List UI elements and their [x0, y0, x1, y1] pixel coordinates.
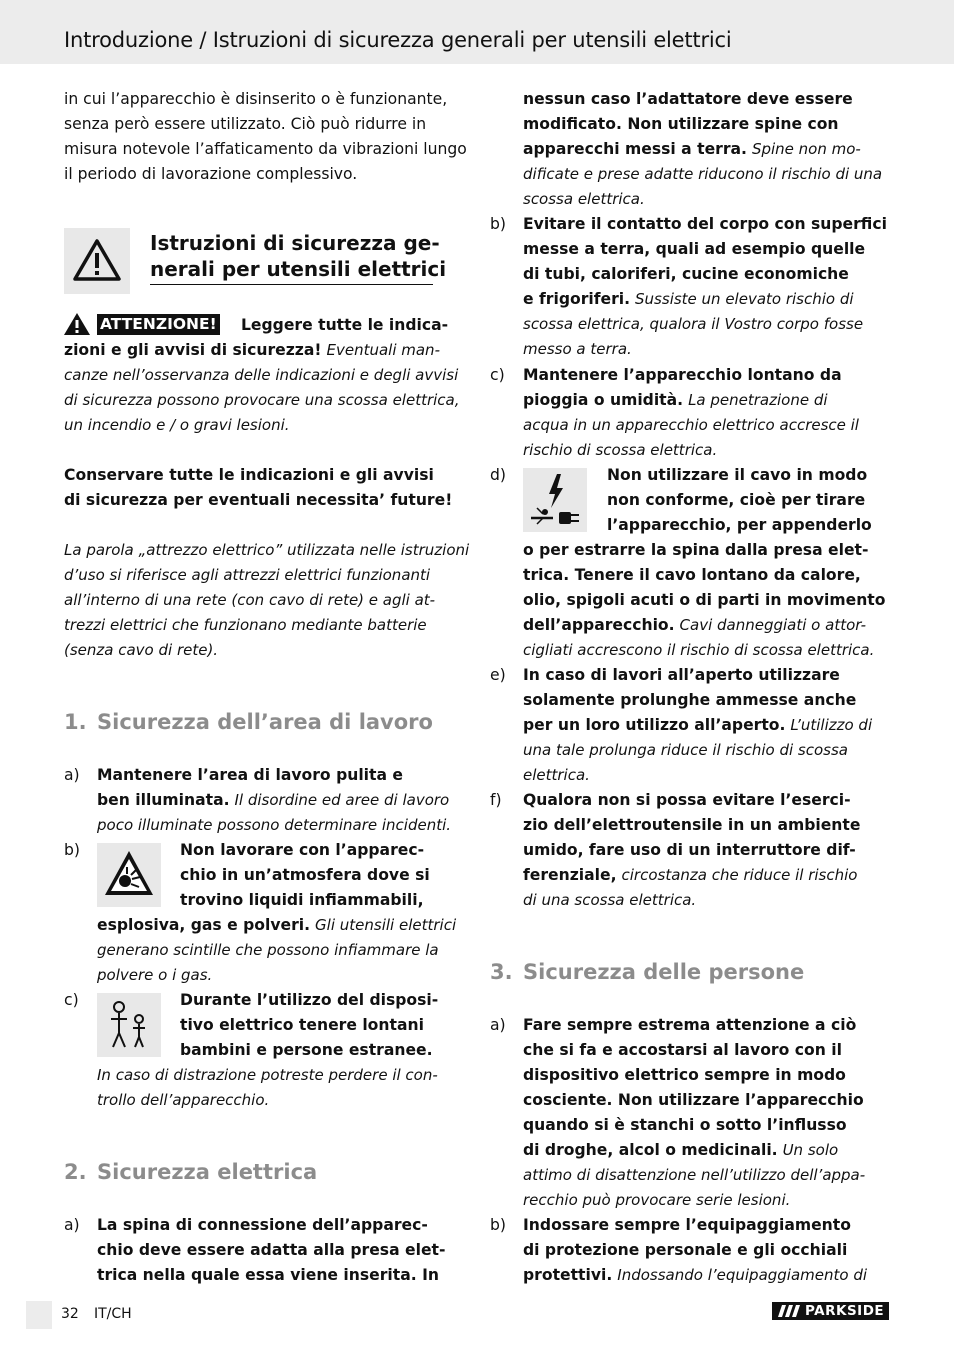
keep-instructions: Conservare tutte le indicazioni e gli avvisi — [64, 466, 434, 484]
section-number: 2. — [64, 1160, 87, 1184]
item-text: Qualora non si possa evitare l’eserci- — [523, 791, 851, 809]
definition-text: d’uso si riferisce agli attrezzi elettrici funzionanti — [64, 566, 431, 584]
intro-line: in cui l’apparecchio è disinserito o è funzionante, — [64, 90, 448, 108]
item-letter: a) — [64, 766, 80, 784]
item-text: di una scossa elettrica. — [523, 891, 697, 909]
item-text: dispositivo elettrico sempre in modo — [523, 1066, 846, 1084]
item-text: esplosiva, gas e polveri. Gli utensili elettrici — [97, 916, 457, 934]
item-text: cosciente. Non utilizzare l’apparecchio — [523, 1091, 864, 1109]
item-text: Evitare il contatto del corpo con superfici — [523, 215, 887, 233]
item-text: poco illuminate possono determinare incidenti. — [97, 816, 452, 834]
item-text: polvere o i gas. — [97, 966, 213, 984]
item-text: olio, spigoli acuti o di parti in movimento — [523, 591, 886, 609]
item-text: trovino liquidi infiammabili, — [180, 891, 424, 909]
definition-text: (senza cavo di rete). — [64, 641, 219, 659]
item-text: nessun caso l’adattatore deve essere — [523, 90, 853, 108]
item-text: una tale prolunga riduce il rischio di scossa — [523, 741, 848, 759]
brand-logo: PARKSIDE — [772, 1302, 889, 1320]
warning-icon-box — [64, 228, 130, 294]
attention-triangle-icon — [64, 313, 90, 335]
item-text: Non utilizzare il cavo in modo — [607, 466, 868, 484]
section-number: 3. — [490, 960, 513, 984]
item-text: Fare sempre estrema attenzione a ciò — [523, 1016, 857, 1034]
item-text: In caso di lavori all’aperto utilizzare — [523, 666, 840, 684]
item-text: di protezione personale e gli occhiali — [523, 1241, 848, 1259]
item-letter: f) — [490, 791, 502, 809]
item-text: di droghe, alcol o medicinali. Un solo — [523, 1141, 839, 1159]
item-text: e frigoriferi. Sussiste un elevato rischio di — [523, 290, 854, 308]
item-letter: b) — [490, 215, 506, 233]
attention-text: Leggere tutte le indica- — [241, 316, 449, 334]
section-heading: Sicurezza dell’area di lavoro — [97, 710, 433, 734]
item-text: Mantenere l’area di lavoro pulita e — [97, 766, 404, 784]
electric-cable-icon — [523, 468, 587, 532]
definition-text: trezzi elettrici che funzionano mediante batterie — [64, 616, 427, 634]
item-text: In caso di distrazione potreste perdere il con- — [97, 1066, 438, 1084]
item-text: apparecchi messi a terra. Spine non mo- — [523, 140, 861, 158]
warning-triangle-icon — [64, 228, 130, 294]
item-letter: e) — [490, 666, 506, 684]
keep-instructions: di sicurezza per eventuali necessita’ future! — [64, 491, 453, 509]
item-letter: b) — [64, 841, 80, 859]
item-text: l’apparecchio, per appenderlo — [607, 516, 872, 534]
item-text: generano scintille che possono infiammare la — [97, 941, 439, 959]
item-text: messe a terra, quali ad esempio quelle — [523, 240, 866, 258]
item-text: che si fa e accostarsi al lavoro con il — [523, 1041, 842, 1059]
item-text: o per estrarre la spina dalla presa elet- — [523, 541, 869, 559]
item-text: attimo di disattenzione nell’utilizzo dell’appa- — [523, 1166, 866, 1184]
item-text: scossa elettrica, qualora il Vostro corpo fosse — [523, 315, 864, 333]
language-code: IT/CH — [94, 1306, 132, 1322]
intro-line: senza però essere utilizzato. Ciò può ridurre in — [64, 115, 427, 133]
attention-text: canze nell’osservanza delle indicazioni e degli avvisi — [64, 366, 459, 384]
title-underline — [150, 284, 433, 285]
item-text: tivo elettrico tenere lontani — [180, 1016, 424, 1034]
item-text: per un loro utilizzo all’aperto. L’utilizzo di — [523, 716, 873, 734]
item-text: di tubi, caloriferi, cucine economiche — [523, 265, 849, 283]
item-text: cigliati accrescono il rischio di scossa elettrica. — [523, 641, 875, 659]
item-text: chio in un’atmosfera dove si — [180, 866, 430, 884]
brand-stripes-icon — [778, 1305, 800, 1317]
item-text: quando si è stanchi o sotto l’influsso — [523, 1116, 847, 1134]
item-text: trica. Tenere il cavo lontano da calore, — [523, 566, 861, 584]
definition-text: all’interno di una rete (con cavo di rete) e agli at- — [64, 591, 436, 609]
item-text: acqua in un apparecchio elettrico accresce il — [523, 416, 859, 434]
item-text: Mantenere l’apparecchio lontano da — [523, 366, 842, 384]
definition-text: La parola „attrezzo elettrico” utilizzata nelle istruzioni — [64, 541, 470, 559]
item-text: messo a terra. — [523, 340, 632, 358]
item-text: Non lavorare con l’apparec- — [180, 841, 425, 859]
item-text: ferenziale, circostanza che riduce il rischio — [523, 866, 858, 884]
attention-badge: ATTENZIONE! — [97, 314, 220, 335]
item-text: modificato. Non utilizzare spine con — [523, 115, 839, 133]
attention-text: di sicurezza possono provocare una scossa elettrica, — [64, 391, 460, 409]
section-number: 1. — [64, 710, 87, 734]
item-text: pioggia o umidità. La penetrazione di — [523, 391, 828, 409]
item-text: umido, fare uso di un interruttore dif- — [523, 841, 856, 859]
page-number: 32 — [61, 1306, 79, 1322]
item-text: ben illuminata. Il disordine ed aree di lavoro — [97, 791, 450, 809]
item-text: Durante l’utilizzo del disposi- — [180, 991, 439, 1009]
section-heading: Sicurezza delle persone — [523, 960, 805, 984]
explosion-hazard-icon — [97, 843, 161, 907]
item-text: protettivi. Indossando l’equipaggiamento di — [523, 1266, 868, 1284]
intro-line: misura notevole l’affaticamento da vibrazioni lungo — [64, 140, 467, 158]
item-text: dificate e prese adatte riducono il rischio di una — [523, 165, 883, 183]
footer-marker — [26, 1301, 52, 1329]
item-text: non conforme, cioè per tirare — [607, 491, 866, 509]
attention-text: un incendio e / o gravi lesioni. — [64, 416, 290, 434]
item-text: chio deve essere adatta alla presa elet- — [97, 1241, 446, 1259]
item-text: bambini e persone estranee. — [180, 1041, 433, 1059]
item-text: recchio può provocare serie lesioni. — [523, 1191, 791, 1209]
page-title: Introduzione / Istruzioni di sicurezza generali per utensili elettrici — [64, 28, 732, 52]
item-text: elettrica. — [523, 766, 590, 784]
intro-line: il periodo di lavorazione complessivo. — [64, 165, 358, 183]
item-letter: a) — [490, 1016, 506, 1034]
item-text: zio dell’elettroutensile in un ambiente — [523, 816, 861, 834]
item-text: trica nella quale essa viene inserita. In — [97, 1266, 439, 1284]
item-text: trollo dell’apparecchio. — [97, 1091, 270, 1109]
item-text: solamente prolunghe ammesse anche — [523, 691, 857, 709]
item-letter: c) — [64, 991, 79, 1009]
item-letter: b) — [490, 1216, 506, 1234]
item-text: scossa elettrica. — [523, 190, 645, 208]
item-text: La spina di connessione dell’apparec- — [97, 1216, 428, 1234]
item-letter: c) — [490, 366, 505, 384]
section-heading: Sicurezza elettrica — [97, 1160, 318, 1184]
section-box-title: Istruzioni di sicurezza ge- nerali per utensili elettrici — [150, 231, 447, 281]
keep-children-away-icon — [97, 993, 161, 1057]
item-letter: a) — [64, 1216, 80, 1234]
attention-text: zioni e gli avvisi di sicurezza! Eventuali man- — [64, 341, 440, 359]
item-letter: d) — [490, 466, 506, 484]
item-text: dell’apparecchio. Cavi danneggiati o attor- — [523, 616, 867, 634]
item-text: rischio di scossa elettrica. — [523, 441, 718, 459]
item-text: Indossare sempre l’equipaggiamento — [523, 1216, 851, 1234]
